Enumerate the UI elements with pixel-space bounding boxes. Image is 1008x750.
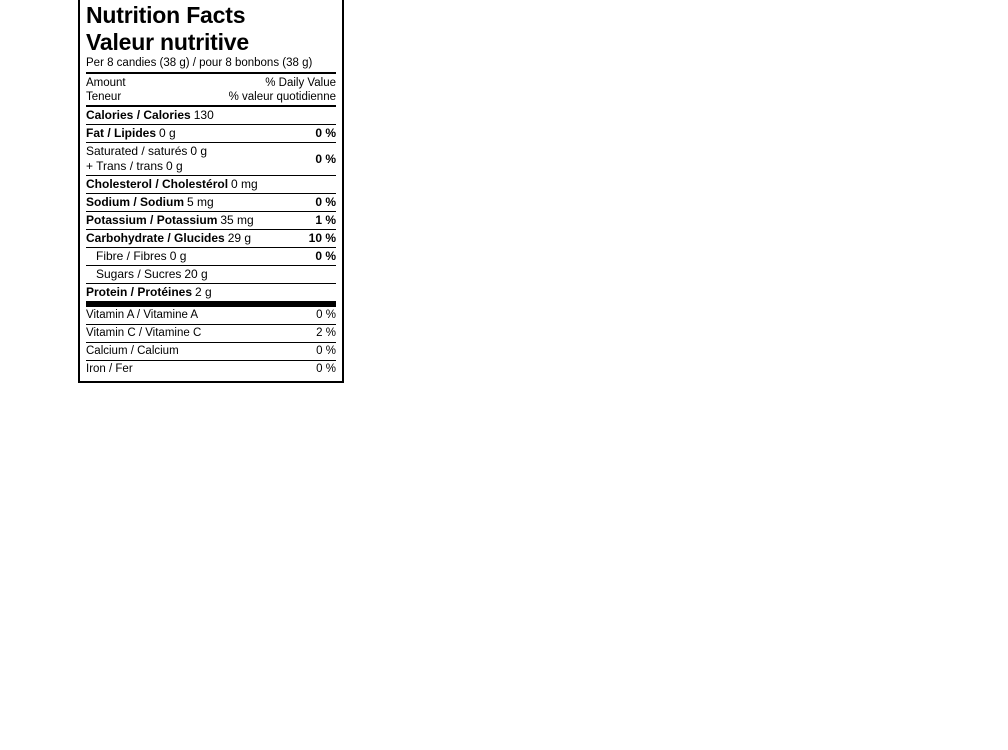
iron-daily-value: 0 % xyxy=(316,363,336,375)
nutrition-facts-panel xyxy=(78,0,344,383)
carbohydrate-row xyxy=(86,230,336,247)
protein-value: 2 g xyxy=(195,285,212,299)
calcium-name: Calcium / Calcium xyxy=(86,345,179,357)
trans-row xyxy=(86,159,207,174)
sodium-name: Sodium / Sodium xyxy=(86,195,184,209)
trans-value: 0 g xyxy=(166,159,183,173)
title-french: Valeur nutritive xyxy=(86,29,249,55)
protein-row xyxy=(86,284,336,301)
saturated-name: Saturated / saturés xyxy=(86,144,188,158)
carbohydrate-value: 29 g xyxy=(227,231,252,245)
cholesterol-value: 0 mg xyxy=(231,177,258,191)
protein-name: Protein / Protéines xyxy=(86,285,193,299)
vitamin-a-daily-value: 0 % xyxy=(316,309,336,321)
iron-name: Iron / Fer xyxy=(86,363,133,375)
amount-label: Amount xyxy=(86,77,126,89)
fat-row xyxy=(86,125,336,142)
sugars-row xyxy=(86,266,336,283)
fat-name: Fat / Lipides xyxy=(86,126,157,140)
title-english: Nutrition Facts xyxy=(86,2,246,28)
teneur-header-row xyxy=(86,90,336,105)
calcium-daily-value: 0 % xyxy=(316,345,336,357)
fat-value: 0 g xyxy=(159,126,176,140)
daily-value-label: % Daily Value xyxy=(265,77,336,89)
valeur-quotidienne-label: % valeur quotidienne xyxy=(228,91,336,103)
calories-row xyxy=(86,107,336,124)
vitamin-a-row xyxy=(86,307,336,324)
cholesterol-name: Cholesterol / Cholestérol xyxy=(86,177,229,191)
sugars-value: 20 g xyxy=(184,267,208,281)
amount-header-row xyxy=(86,74,336,90)
potassium-row xyxy=(86,212,336,229)
calories-name: Calories / Calories xyxy=(86,108,191,122)
teneur-label: Teneur xyxy=(86,91,122,103)
saturated-value: 0 g xyxy=(190,144,208,158)
calories-value: 130 xyxy=(193,108,214,122)
fibre-row xyxy=(86,248,336,265)
potassium-name: Potassium / Potassium xyxy=(86,213,218,227)
fibre-daily-value: 0 % xyxy=(315,249,336,263)
serving-size: Per 8 candies (38 g) / pour 8 bonbons (38 g) xyxy=(86,57,313,69)
cholesterol-row xyxy=(86,176,336,193)
potassium-daily-value: 1 % xyxy=(315,213,336,227)
sodium-row xyxy=(86,194,336,211)
fibre-name: Fibre / Fibres xyxy=(96,249,167,263)
carbohydrate-daily-value: 10 % xyxy=(308,231,336,245)
fat-daily-value: 0 % xyxy=(315,126,336,140)
trans-name: + Trans / trans xyxy=(86,159,164,173)
vitamin-c-name: Vitamin C / Vitamine C xyxy=(86,327,202,339)
sodium-value: 5 mg xyxy=(187,195,214,209)
sodium-daily-value: 0 % xyxy=(315,195,336,209)
sugars-name: Sugars / Sucres xyxy=(96,267,182,281)
iron-row xyxy=(86,361,336,378)
vitamin-a-name: Vitamin A / Vitamine A xyxy=(86,309,199,321)
fibre-value: 0 g xyxy=(169,249,187,263)
carbohydrate-name: Carbohydrate / Glucides xyxy=(86,231,225,245)
vitamin-c-daily-value: 2 % xyxy=(316,327,336,339)
saturated-trans-block xyxy=(86,143,336,175)
potassium-value: 35 mg xyxy=(220,213,254,227)
saturated-row xyxy=(86,144,207,159)
calcium-row xyxy=(86,343,336,360)
saturated-trans-daily-value: 0 % xyxy=(315,151,336,166)
vitamin-c-row xyxy=(86,325,336,342)
